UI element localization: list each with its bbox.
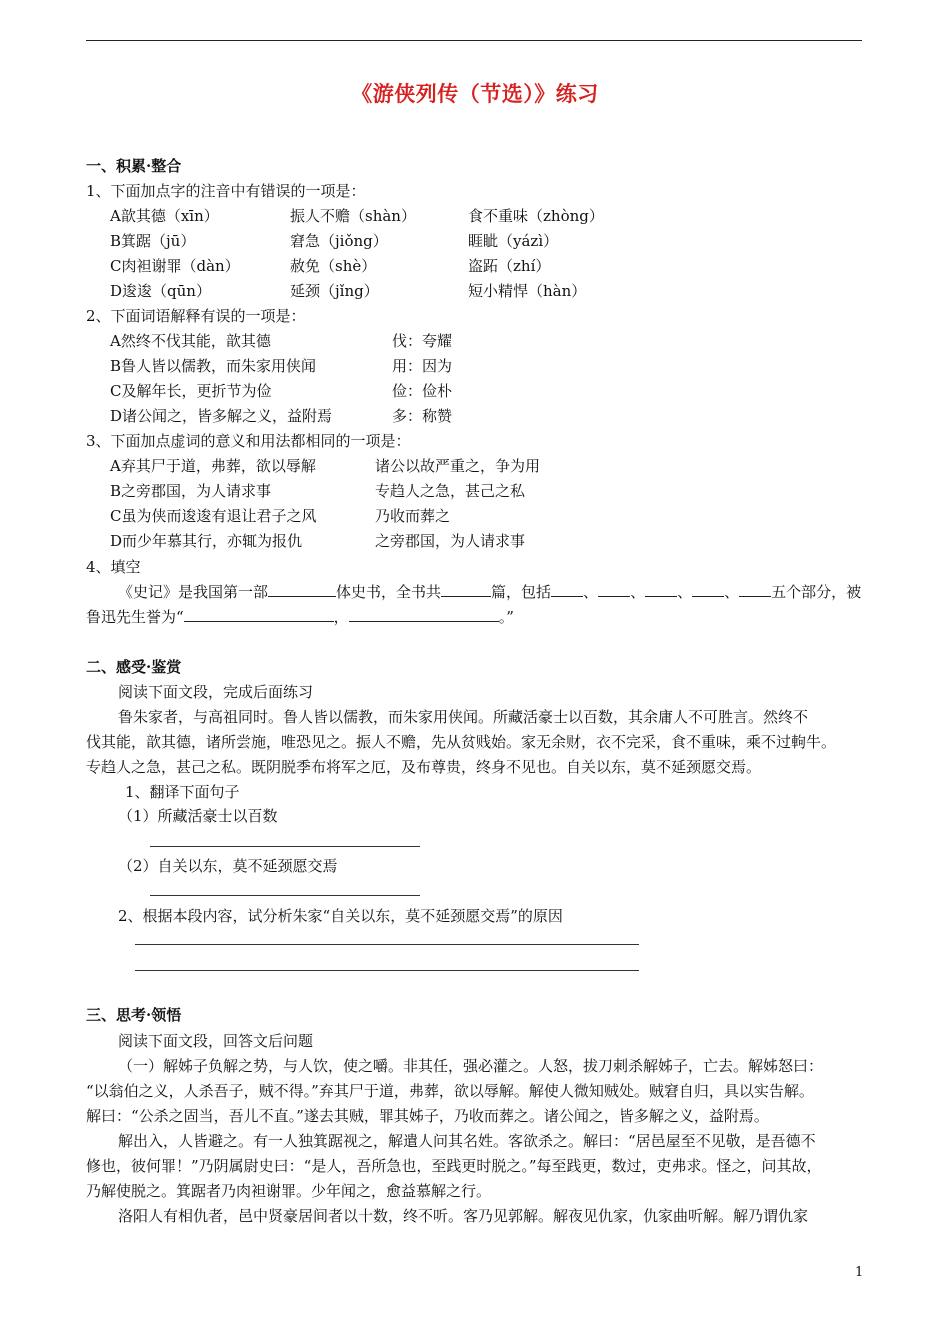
s2-q2: 2、根据本段内容，试分析朱家“自关以东，莫不延颈愿交焉”的原因 [118, 907, 563, 925]
blank-part-3[interactable] [645, 583, 677, 597]
q1-option-a-2: 振人不赡（shàn） [290, 207, 416, 225]
q2-option-a-gloss: 伐：夸耀 [392, 332, 453, 350]
blank-part-4[interactable] [692, 583, 724, 597]
q3-option-a-2: 诸公以故严重之，争为用 [375, 457, 541, 475]
q3-option-b-1: B之旁郡国，为人请求事 [110, 482, 272, 500]
q4-fill-line-2: 鲁迅先生誉为“ ， 。” [86, 608, 514, 626]
q3-option-d-1: D而少年慕其行，亦辄为报仇 [110, 532, 303, 550]
q3-option-a-1: A弃其尸于道，弗葬，欲以辱解 [110, 457, 316, 475]
s3-passage-line-1: （一）解姊子负解之势，与人饮，使之嚼。非其任，强必灌之。人怒，拔刀刺杀解姊子，亡去。解姊怒曰： [118, 1057, 824, 1075]
s2-passage-line-3: 专趋人之急，甚己之私。既阴脱季布将军之厄，及布尊贵，终身不见也。自关以东，莫不延颈愿交焉。 [86, 758, 762, 776]
q2-option-c-gloss: 俭：俭朴 [392, 382, 453, 400]
blank-part-1[interactable] [551, 583, 583, 597]
q1-option-d-1: D逡逡（qūn） [110, 282, 211, 300]
q1-option-c-3: 盗跖（zhí） [468, 257, 551, 275]
section-2-heading: 二、感受·鉴赏 [86, 658, 182, 676]
q4-stem: 4、填空 [86, 558, 141, 576]
s3-passage-line-3: 解曰：“公杀之固当，吾儿不直。”遂去其贼，罪其姊子，乃收而葬之。诸公闻之，皆多解之义，益附焉。 [86, 1107, 769, 1125]
q3-option-c-2: 乃收而葬之 [375, 507, 451, 525]
s2-intro: 阅读下面文段，完成后面练习 [118, 683, 314, 701]
s3-passage-line-6: 乃解使脱之。箕踞者乃肉袒谢罪。少年闻之，愈益慕解之行。 [86, 1182, 492, 1200]
page-title: 《游侠列传（节选）》练习 [351, 81, 599, 106]
blank-praise-2[interactable] [349, 608, 499, 622]
s3-passage-line-5: 修也，彼何罪！”乃阴属尉史曰：“是人，吾所急也，至践更时脱之。”每至践更，数过，吏弗求。怪之，问其故， [86, 1157, 822, 1175]
q1-option-c-2: 赦免（shè） [290, 257, 377, 275]
q1-stem: 1、下面加点字的注音中有错误的一项是： [86, 182, 366, 200]
s3-intro: 阅读下面文段，回答文后问题 [118, 1032, 314, 1050]
s2-q1-1: （1）所藏活豪士以百数 [118, 807, 278, 825]
blank-part-5[interactable] [739, 583, 771, 597]
page-number: 1 [855, 1265, 864, 1280]
q1-option-a-3: 食不重味（zhòng） [468, 207, 604, 225]
q2-option-d-gloss: 多：称赞 [392, 407, 453, 425]
s2-q1: 1、翻译下面句子 [125, 783, 240, 801]
q2-option-d: D诸公闻之，皆多解之义，益附焉 [110, 407, 333, 425]
top-rule [86, 40, 862, 41]
q1-option-a-1: A歆其德（xīn） [110, 207, 219, 225]
s2-passage-line-1: 鲁朱家者，与高祖同时。鲁人皆以儒教，而朱家用侠闻。所藏活豪士以百数，其余庸人不可胜言。然终不 [118, 708, 809, 726]
blank-part-2[interactable] [598, 583, 630, 597]
answer-line[interactable] [150, 846, 420, 847]
blank-genre[interactable] [268, 583, 336, 597]
s3-passage-line-2: “以翁伯之义，人杀吾子，贼不得。”弃其尸于道，弗葬，欲以辱解。解使人微知贼处。贼窘自归，具以实告解。 [86, 1082, 814, 1100]
answer-line[interactable] [135, 944, 639, 945]
q2-option-b-gloss: 用：因为 [392, 357, 453, 375]
q3-option-c-1: C虽为侠而逡逡有退让君子之风 [110, 507, 317, 525]
s3-passage-line-4: 解出入，人皆避之。有一人独箕踞视之，解遣人问其名姓。客欲杀之。解曰：“居邑屋至不见敬，是吾德不 [118, 1132, 816, 1150]
blank-praise-1[interactable] [184, 608, 334, 622]
q1-option-b-1: B箕踞（jū） [110, 232, 196, 250]
q1-option-d-3: 短小精悍（hàn） [468, 282, 587, 300]
q2-option-c: C及解年长，更折节为俭 [110, 382, 272, 400]
q2-stem: 2、下面词语解释有误的一项是： [86, 307, 306, 325]
q4-fill-line-1: 《史记》是我国第一部 体史书，全书共 篇，包括 、 、 、 、 五个部分，被 [118, 583, 862, 601]
q2-option-b: B鲁人皆以儒教，而朱家用侠闻 [110, 357, 317, 375]
answer-line[interactable] [150, 895, 420, 896]
q3-option-d-2: 之旁郡国，为人请求事 [375, 532, 526, 550]
q3-option-b-2: 专趋人之急，甚己之私 [375, 482, 526, 500]
section-1-heading: 一、积累·整合 [86, 157, 182, 175]
q1-option-d-2: 延颈（jǐng） [290, 282, 379, 300]
s3-passage-line-7: 洛阳人有相仇者，邑中贤豪居间者以十数，终不听。客乃见郭解。解夜见仇家，仇家曲听解。解乃谓仇家 [118, 1207, 809, 1225]
answer-line[interactable] [135, 970, 639, 971]
s2-passage-line-2: 伐其能，歆其德，诸所尝施，唯恐见之。振人不赡，先从贫贱始。家无余财，衣不完采，食不重味，乘不过軥牛。 [86, 733, 837, 751]
section-3-heading: 三、思考·领悟 [86, 1006, 182, 1024]
q2-option-a: A然终不伐其能，歆其德 [110, 332, 271, 350]
q1-option-b-3: 睚眦（yázì） [468, 232, 559, 250]
q1-option-c-1: C肉袒谢罪（dàn） [110, 257, 240, 275]
q1-option-b-2: 窘急（jiǒng） [290, 232, 388, 250]
s2-q1-2: （2）自关以东，莫不延颈愿交焉 [118, 857, 338, 875]
blank-chapters[interactable] [441, 583, 491, 597]
q3-stem: 3、下面加点虚词的意义和用法都相同的一项是： [86, 432, 411, 450]
